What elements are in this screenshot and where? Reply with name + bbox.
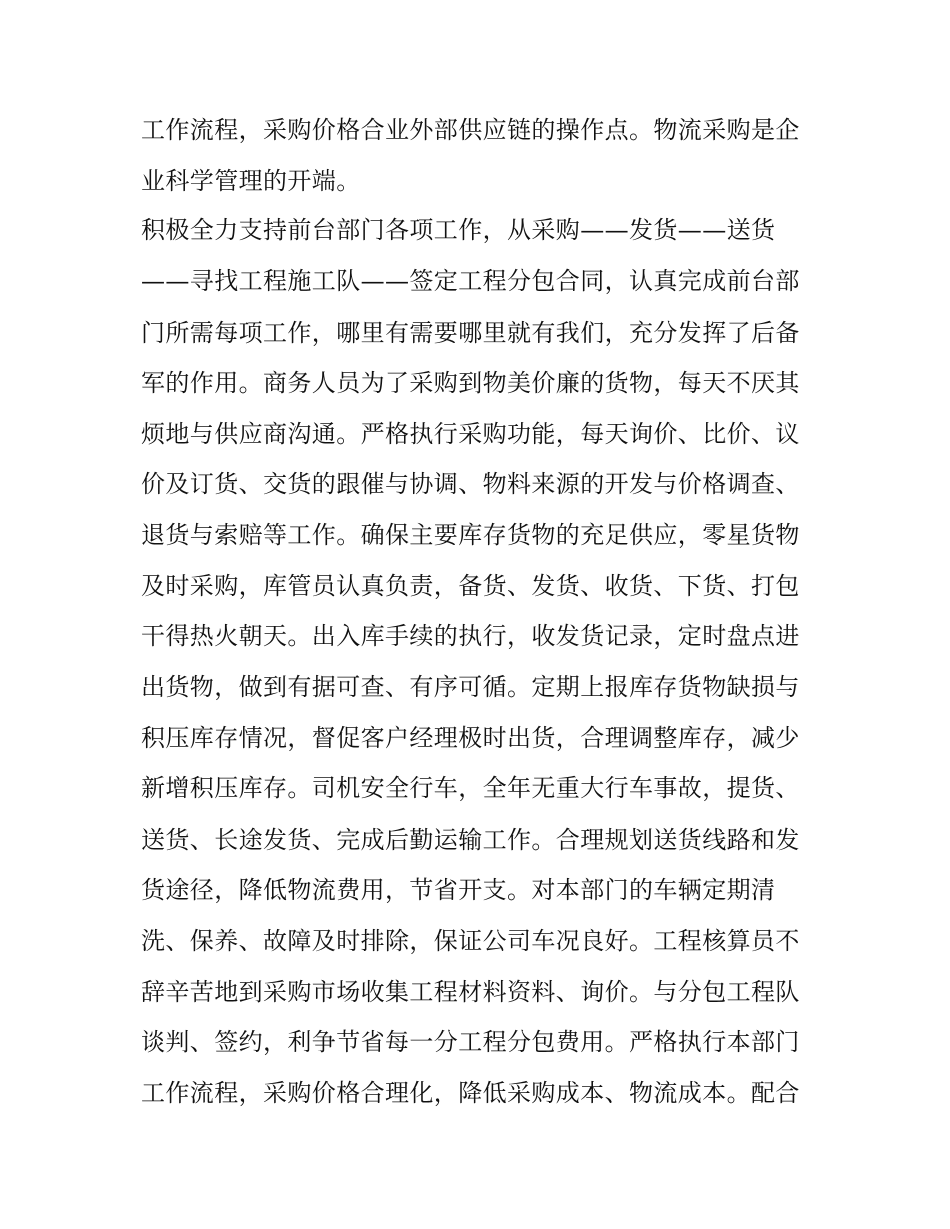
text-line: 价及订货、交货的跟催与协调、物料来源的开发与价格调查、 <box>141 470 800 498</box>
text-line: 谈判、签约，利争节省每一分工程分包费用。严格执行本部门 <box>141 1028 800 1056</box>
text-line: ——寻找工程施工队——签定工程分包合同，认真完成前台部 <box>141 267 800 295</box>
text-line: 及时采购，库管员认真负责，备货、发货、收货、下货、打包 <box>141 572 800 600</box>
text-line: 工作流程，采购价格合理化，降低采购成本、物流成本。配合 <box>141 1079 800 1107</box>
text-line: 业科学管理的开端。 <box>141 167 361 195</box>
text-line: 货途径，降低物流费用，节省开支。对本部门的车辆定期清 <box>141 876 776 904</box>
text-line: 积极全力支持前台部门各项工作，从采购——发货——送货 <box>141 216 776 244</box>
text-line: 军的作用。商务人员为了采购到物美价廉的货物，每天不厌其 <box>141 369 800 397</box>
text-line: 新增积压库存。司机安全行车，全年无重大行车事故，提货、 <box>141 774 800 802</box>
text-line: 干得热火朝天。出入库手续的执行，收发货记录，定时盘点进 <box>141 622 800 650</box>
text-line: 烦地与供应商沟通。严格执行采购功能，每天询价、比价、议 <box>141 420 800 448</box>
text-line: 积压库存情况，督促客户经理极时出货，合理调整库存，减少 <box>141 724 800 752</box>
text-line: 洗、保养、故障及时排除，保证公司车况良好。工程核算员不 <box>141 927 800 955</box>
text-line: 门所需每项工作，哪里有需要哪里就有我们，充分发挥了后备 <box>141 319 800 347</box>
text-line: 退货与索赔等工作。确保主要库存货物的充足供应，零星货物 <box>141 521 800 549</box>
text-line: 出货物，做到有据可查、有序可循。定期上报库存货物缺损与 <box>141 673 800 701</box>
text-line: 送货、长途发货、完成后勤运输工作。合理规划送货线路和发 <box>141 826 800 854</box>
text-line: 辞辛苦地到采购市场收集工程材料资料、询价。与分包工程队 <box>141 978 800 1006</box>
text-line: 工作流程，采购价格合业外部供应链的操作点。物流采购是企 <box>141 116 800 144</box>
